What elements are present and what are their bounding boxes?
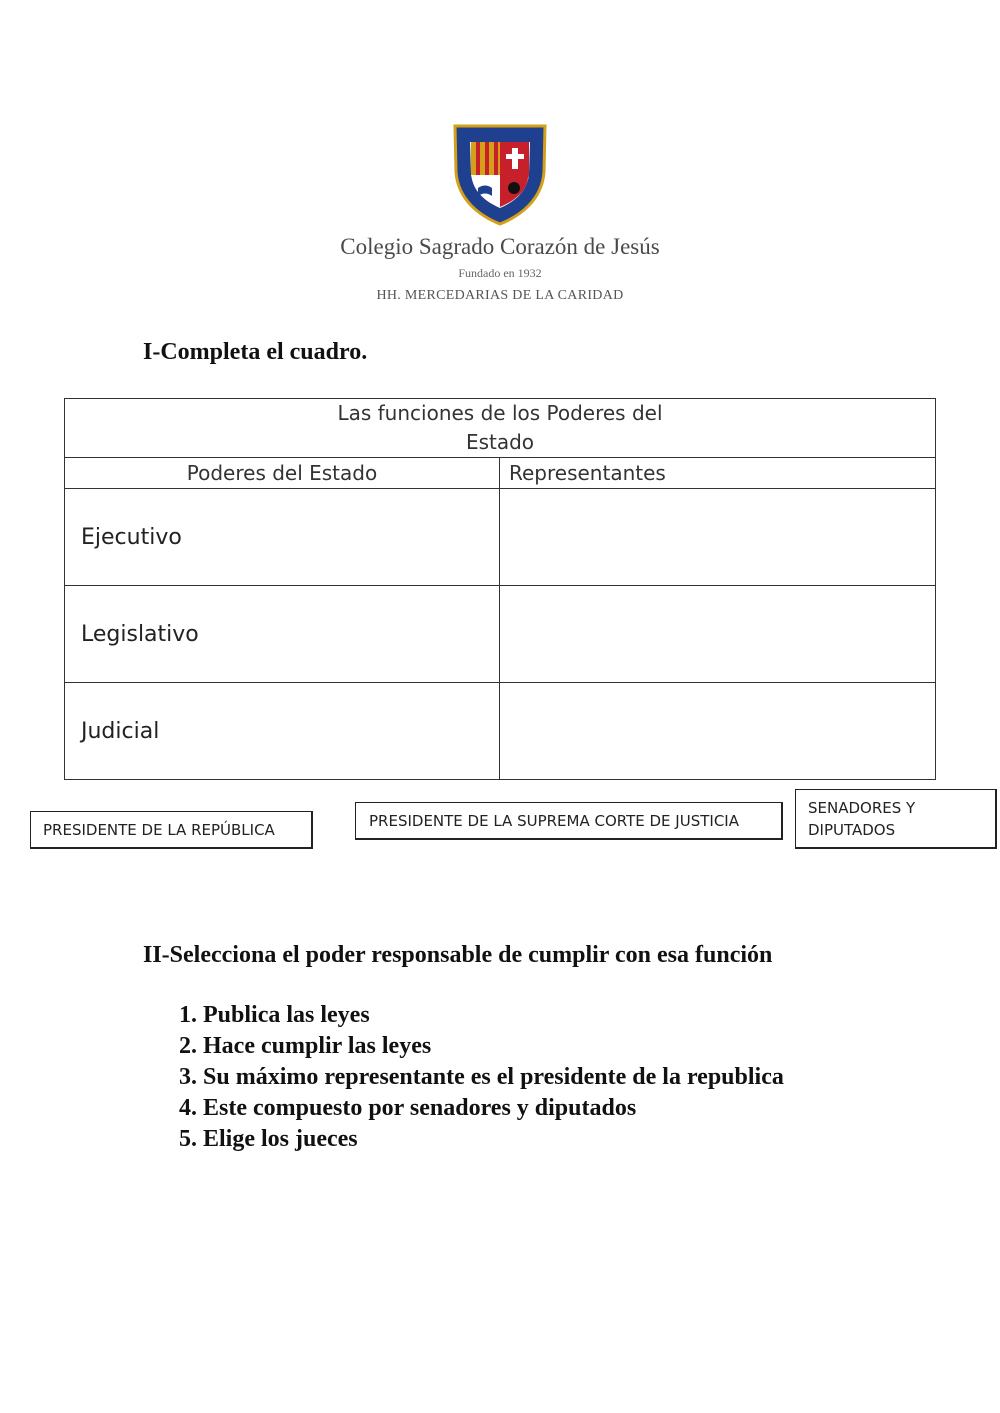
powers-table: [64, 398, 936, 780]
table-row: [65, 489, 936, 586]
section-2-title: II-Selecciona el poder responsable de cumplir con esa función: [143, 942, 773, 968]
column-header-powers: Poderes del Estado: [65, 458, 500, 489]
list-item: 5. Elige los jueces: [203, 1124, 983, 1155]
list-item: 1. Publica las leyes: [203, 1000, 983, 1031]
draggable-option-senators[interactable]: [795, 789, 997, 849]
representative-dropzone-judicial[interactable]: [500, 683, 936, 780]
option-label: PRESIDENTE DE LA REPÚBLICA: [43, 821, 275, 839]
power-cell-judicial: Judicial: [65, 683, 500, 780]
draggable-option-supreme-court[interactable]: [355, 802, 783, 840]
school-founded-date: Fundado en 1932: [458, 266, 542, 280]
school-name: Colegio Sagrado Corazón de Jesús: [340, 234, 660, 259]
section-1-title: I-Completa el cuadro.: [143, 339, 368, 365]
list-item: 4. Este compuesto por senadores y diputados: [203, 1093, 983, 1124]
function-list: [168, 1000, 983, 1155]
list-item: 3. Su máximo representante es el presidente de la republica: [203, 1062, 983, 1093]
column-header-representatives: Representantes: [500, 458, 936, 489]
table-row: [65, 586, 936, 683]
representative-dropzone-ejecutivo[interactable]: [500, 489, 936, 586]
power-cell-ejecutivo: Ejecutivo: [65, 489, 500, 586]
table-row: [65, 683, 936, 780]
power-cell-legislativo: Legislativo: [65, 586, 500, 683]
school-crest-logo: [450, 120, 550, 226]
option-label-line-1: SENADORES Y: [808, 799, 916, 817]
representative-dropzone-legislativo[interactable]: [500, 586, 936, 683]
list-item: 2. Hace cumplir las leyes: [203, 1031, 983, 1062]
school-order: HH. MERCEDARIAS DE LA CARIDAD: [376, 288, 624, 303]
draggable-option-president[interactable]: [30, 811, 313, 849]
table-caption: Las funciones de los Poderes del Estado: [65, 399, 936, 458]
option-label-line-2: DIPUTADOS: [808, 821, 896, 839]
option-label: PRESIDENTE DE LA SUPREMA CORTE DE JUSTICIA: [369, 812, 739, 830]
